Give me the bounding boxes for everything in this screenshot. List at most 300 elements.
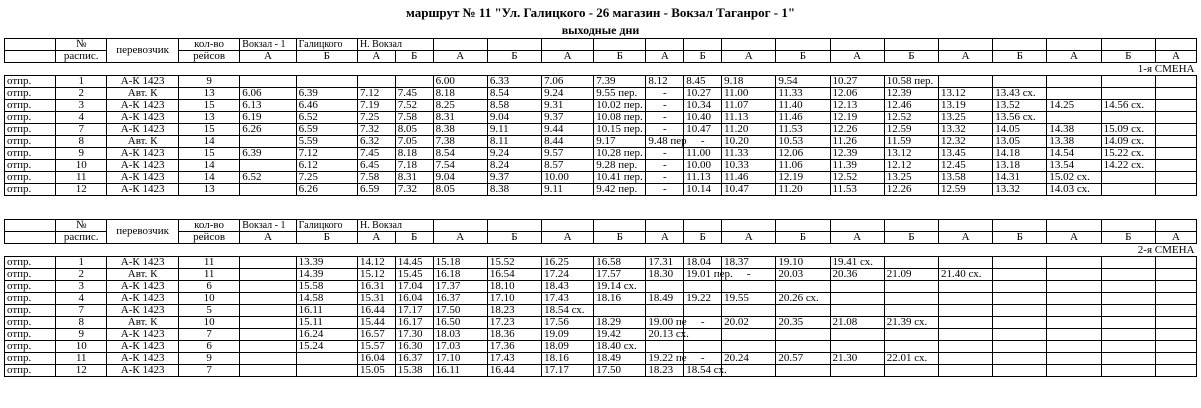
departure-time-cell: 9.54 — [776, 76, 830, 88]
departure-time-cell — [1155, 353, 1196, 365]
departure-time-cell: 11.40 — [776, 100, 830, 112]
header-trips-top: кол-во — [178, 39, 239, 51]
header-blank-cell — [487, 220, 541, 232]
trip-count: 10 — [178, 293, 239, 305]
departure-time-cell: 6.46 — [296, 100, 357, 112]
departure-time-cell — [1101, 112, 1155, 124]
departure-time-cell: 11.07 — [722, 100, 776, 112]
departure-time-cell: 19.22 пе — [646, 353, 684, 365]
departure-time-cell: 17.36 — [487, 341, 541, 353]
departure-time-cell — [395, 76, 433, 88]
header-letter-cell: Б — [776, 232, 830, 244]
departure-time-cell: - — [684, 317, 722, 329]
departure-time-cell — [1155, 317, 1196, 329]
departure-time-cell — [1155, 184, 1196, 196]
header-letter-cell: А — [830, 232, 884, 244]
header-letter-cell: А — [1047, 51, 1101, 63]
departure-time-cell: 9.28 пер. — [594, 160, 646, 172]
departure-time-cell: 13.32 — [938, 124, 992, 136]
header-stop-vokzal-1: Вокзал - 1 — [240, 220, 296, 232]
departure-time-cell: 16.44 — [487, 365, 541, 377]
header-letter-cell: Б — [684, 232, 722, 244]
header-letter-cell: А — [357, 232, 395, 244]
departure-time-cell: 8.44 — [542, 136, 594, 148]
departure-time-cell: 10.08 пер. — [594, 112, 646, 124]
header-carrier: перевозчик — [107, 39, 179, 63]
departure-time-cell — [1101, 257, 1155, 269]
header-carrier: перевозчик — [107, 220, 179, 244]
departure-time-cell: 18.36 — [487, 329, 541, 341]
departure-time-cell — [884, 257, 938, 269]
departure-time-cell: 9.37 — [487, 172, 541, 184]
trip-count: 11 — [178, 257, 239, 269]
departure-time-cell: 7.32 — [395, 184, 433, 196]
departure-time-cell: 13.25 — [884, 172, 938, 184]
departure-time-cell: 11.13 — [722, 112, 776, 124]
departure-time-cell: 11.20 — [722, 124, 776, 136]
header-blank-cell — [884, 39, 938, 51]
schedule-number: 9 — [56, 329, 107, 341]
shift-label: 1-я СМЕНА — [5, 63, 1197, 76]
departure-time-cell — [684, 341, 722, 353]
departure-time-cell — [830, 341, 884, 353]
row-label: отпр. — [5, 365, 56, 377]
departure-time-cell: 15.09 сх. — [1101, 124, 1155, 136]
departure-time-cell: 14.45 — [395, 257, 433, 269]
schedule-row — [5, 112, 1197, 124]
departure-time-cell: 16.25 — [542, 257, 594, 269]
header-blank-cell — [938, 39, 992, 51]
departure-time-cell: 10.34 — [684, 100, 722, 112]
departure-time-cell: 14.22 сх. — [1101, 160, 1155, 172]
departure-time-cell: 17.50 — [594, 365, 646, 377]
departure-time-cell: 18.43 — [542, 281, 594, 293]
departure-time-cell: - — [646, 172, 684, 184]
departure-time-cell — [1101, 317, 1155, 329]
header-blank-cell — [722, 39, 776, 51]
departure-time-cell — [1155, 341, 1196, 353]
departure-time-cell: 11.46 — [776, 112, 830, 124]
departure-time-cell — [240, 281, 296, 293]
header-row-top — [5, 220, 1197, 232]
header-blank-cell — [5, 39, 56, 51]
departure-time-cell — [1155, 136, 1196, 148]
header-num-top: № — [56, 39, 107, 51]
carrier-name: А-К 1423 — [107, 112, 179, 124]
departure-time-cell — [1047, 317, 1101, 329]
header-letter-cell: А — [1155, 232, 1196, 244]
row-label: отпр. — [5, 172, 56, 184]
departure-time-cell — [1047, 341, 1101, 353]
header-letter-cell: Б — [1101, 232, 1155, 244]
departure-time-cell: 20.57 — [776, 353, 830, 365]
header-letter-cell: А — [1047, 232, 1101, 244]
departure-time-cell — [1101, 329, 1155, 341]
schedule-row — [5, 281, 1197, 293]
departure-time-cell: 8.31 — [433, 112, 487, 124]
departure-time-cell: 6.59 — [296, 124, 357, 136]
departure-time-cell: - — [646, 124, 684, 136]
departure-time-cell — [884, 365, 938, 377]
departure-time-cell: 7.58 — [395, 112, 433, 124]
departure-time-cell: 15.31 — [357, 293, 395, 305]
departure-time-cell: 15.44 — [357, 317, 395, 329]
departure-time-cell: 16.30 — [395, 341, 433, 353]
header-letter-cell: Б — [993, 51, 1047, 63]
trip-count: 10 — [178, 317, 239, 329]
header-blank-cell — [542, 220, 594, 232]
departure-time-cell: 10.40 — [684, 112, 722, 124]
departure-time-cell: 9.11 — [542, 184, 594, 196]
schedule-row — [5, 365, 1197, 377]
departure-time-cell: 10.27 — [684, 88, 722, 100]
carrier-name: А-К 1423 — [107, 305, 179, 317]
header-letter-cell: Б — [296, 51, 357, 63]
departure-time-cell: 18.49 — [594, 353, 646, 365]
departure-time-cell: - — [684, 136, 722, 148]
departure-time-cell: - — [646, 160, 684, 172]
departure-time-cell: 10.15 пер. — [594, 124, 646, 136]
departure-time-cell: 21.08 — [830, 317, 884, 329]
departure-time-cell: 7.19 — [357, 100, 395, 112]
header-num-top: № — [56, 220, 107, 232]
departure-time-cell: 6.45 — [357, 160, 395, 172]
departure-time-cell — [938, 317, 992, 329]
schedule-number: 10 — [56, 341, 107, 353]
departure-time-cell: - — [646, 88, 684, 100]
header-stop-n-vokzal: Н. Вокзал — [357, 220, 433, 232]
page-subtitle: выходные дни — [561, 23, 640, 37]
row-label: отпр. — [5, 148, 56, 160]
departure-time-cell: 17.37 — [433, 281, 487, 293]
departure-time-cell: 16.58 — [594, 257, 646, 269]
schedule-number: 2 — [56, 88, 107, 100]
header-blank-cell — [776, 220, 830, 232]
departure-time-cell — [938, 76, 992, 88]
departure-time-cell — [938, 353, 992, 365]
departure-time-cell — [993, 341, 1047, 353]
carrier-name: Авт. К — [107, 317, 179, 329]
departure-time-cell — [1101, 88, 1155, 100]
departure-time-cell: 8.58 — [487, 100, 541, 112]
departure-time-cell: 12.52 — [884, 112, 938, 124]
schedule-number: 4 — [56, 112, 107, 124]
departure-time-cell: 9.18 — [722, 76, 776, 88]
trip-count: 7 — [178, 365, 239, 377]
departure-time-cell: 10.27 — [830, 76, 884, 88]
departure-time-cell: 18.54 сх. — [684, 365, 722, 377]
departure-time-cell: 19.22 — [684, 293, 722, 305]
departure-time-cell: 12.19 — [776, 172, 830, 184]
header-blank-cell — [646, 220, 684, 232]
departure-time-cell: - — [722, 269, 776, 281]
departure-time-cell: 17.03 — [433, 341, 487, 353]
trip-count: 13 — [178, 112, 239, 124]
departure-time-cell: 8.25 — [433, 100, 487, 112]
departure-time-cell — [1101, 353, 1155, 365]
departure-time-cell: 9.04 — [433, 172, 487, 184]
departure-time-cell — [993, 293, 1047, 305]
departure-time-cell: 15.24 — [296, 341, 357, 353]
departure-time-cell: 10.00 — [542, 172, 594, 184]
header-blank-cell — [993, 220, 1047, 232]
departure-time-cell: 14.09 сх. — [1101, 136, 1155, 148]
departure-time-cell — [1155, 172, 1196, 184]
header-letter-cell: А — [938, 232, 992, 244]
departure-time-cell: 8.31 — [395, 172, 433, 184]
departure-time-cell: 16.37 — [395, 353, 433, 365]
departure-time-cell — [1047, 88, 1101, 100]
departure-time-cell: 18.03 — [433, 329, 487, 341]
departure-time-cell: 10.20 — [722, 136, 776, 148]
departure-time-cell: 12.39 — [884, 88, 938, 100]
header-letter-cell: А — [433, 232, 487, 244]
departure-time-cell: 14.31 — [993, 172, 1047, 184]
departure-time-cell — [776, 305, 830, 317]
carrier-name: А-К 1423 — [107, 76, 179, 88]
departure-time-cell: 17.30 — [395, 329, 433, 341]
departure-time-cell — [1101, 184, 1155, 196]
schedule-row — [5, 269, 1197, 281]
trip-count: 6 — [178, 341, 239, 353]
header-blank-cell — [1047, 220, 1101, 232]
departure-time-cell — [296, 353, 357, 365]
departure-time-cell — [1155, 329, 1196, 341]
departure-time-cell: 6.26 — [240, 124, 296, 136]
departure-time-cell: 15.52 — [487, 257, 541, 269]
departure-time-cell: 6.33 — [487, 76, 541, 88]
departure-time-cell: 11.00 — [684, 148, 722, 160]
header-blank-cell — [830, 220, 884, 232]
schedule-row — [5, 160, 1197, 172]
departure-time-cell: 18.16 — [594, 293, 646, 305]
departure-time-cell — [240, 136, 296, 148]
departure-time-cell — [884, 281, 938, 293]
departure-time-cell: 15.45 — [395, 269, 433, 281]
header-blank-cell — [684, 220, 722, 232]
carrier-name: А-К 1423 — [107, 365, 179, 377]
departure-time-cell: 12.26 — [884, 184, 938, 196]
departure-time-cell: 11.06 — [776, 160, 830, 172]
departure-time-cell — [776, 329, 830, 341]
departure-time-cell: 9.44 — [542, 124, 594, 136]
schedule-table-shift-1 — [4, 38, 1197, 196]
header-stop-n-vokzal: Н. Вокзал — [357, 39, 433, 51]
header-letter-cell: Б — [395, 51, 433, 63]
carrier-name: А-К 1423 — [107, 124, 179, 136]
departure-time-cell: 14.56 сх. — [1101, 100, 1155, 112]
trip-count: 14 — [178, 172, 239, 184]
schedule-number: 11 — [56, 172, 107, 184]
header-stop-galitskogo: Галицкого — [296, 220, 357, 232]
schedule-row — [5, 305, 1197, 317]
departure-time-cell — [993, 281, 1047, 293]
departure-time-cell: 13.12 — [938, 88, 992, 100]
departure-time-cell — [1047, 305, 1101, 317]
header-blank-cell — [5, 220, 56, 232]
header-letter-cell: Б — [1101, 51, 1155, 63]
departure-time-cell — [830, 305, 884, 317]
departure-time-cell — [884, 329, 938, 341]
header-letter-cell: Б — [487, 51, 541, 63]
departure-time-cell: 9.24 — [487, 148, 541, 160]
departure-time-cell: 16.18 — [433, 269, 487, 281]
departure-time-cell: 13.56 сх. — [993, 112, 1047, 124]
departure-time-cell: 11.00 — [722, 88, 776, 100]
header-letter-cell: А — [938, 51, 992, 63]
departure-time-cell: 16.57 — [357, 329, 395, 341]
schedule-number: 8 — [56, 317, 107, 329]
departure-time-cell: 13.38 — [1047, 136, 1101, 148]
departure-time-cell: 20.02 — [722, 317, 776, 329]
departure-time-cell — [1101, 365, 1155, 377]
header-trips-bottom: рейсов — [178, 51, 239, 63]
departure-time-cell: 12.13 — [830, 100, 884, 112]
departure-time-cell — [646, 281, 684, 293]
departure-time-cell — [1101, 172, 1155, 184]
departure-time-cell: 13.18 — [993, 160, 1047, 172]
carrier-name: А-К 1423 — [107, 100, 179, 112]
schedule-number: 1 — [56, 257, 107, 269]
departure-time-cell — [646, 305, 684, 317]
header-letter-cell: А — [240, 51, 296, 63]
departure-time-cell: 13.25 — [938, 112, 992, 124]
departure-time-cell: 7.25 — [357, 112, 395, 124]
row-label: отпр. — [5, 269, 56, 281]
departure-time-cell: 7.45 — [357, 148, 395, 160]
schedule-number: 3 — [56, 281, 107, 293]
departure-time-cell: 7.45 — [395, 88, 433, 100]
row-label: отпр. — [5, 257, 56, 269]
departure-time-cell: 15.22 сх. — [1101, 148, 1155, 160]
departure-time-cell: 13.05 — [993, 136, 1047, 148]
departure-time-cell — [1155, 112, 1196, 124]
departure-time-cell: 8.45 — [684, 76, 722, 88]
departure-time-cell — [1101, 269, 1155, 281]
departure-time-cell — [1047, 76, 1101, 88]
departure-time-cell — [830, 365, 884, 377]
departure-time-cell — [684, 305, 722, 317]
row-label: отпр. — [5, 160, 56, 172]
departure-time-cell — [938, 365, 992, 377]
schedule-number: 9 — [56, 148, 107, 160]
header-letter-cell: А — [722, 232, 776, 244]
departure-time-cell: 8.18 — [395, 148, 433, 160]
header-stop-galitskogo: Галицкого — [296, 39, 357, 51]
departure-time-cell: - — [684, 353, 722, 365]
departure-time-cell — [1155, 293, 1196, 305]
departure-time-cell: 20.03 — [776, 269, 830, 281]
carrier-name: А-К 1423 — [107, 353, 179, 365]
header-blank-cell — [830, 39, 884, 51]
departure-time-cell: 6.52 — [240, 172, 296, 184]
schedule-number: 2 — [56, 269, 107, 281]
departure-time-cell — [993, 305, 1047, 317]
departure-time-cell — [240, 329, 296, 341]
departure-time-cell — [240, 305, 296, 317]
departure-time-cell: 18.49 — [646, 293, 684, 305]
departure-time-cell: 7.38 — [433, 136, 487, 148]
schedule-number: 3 — [56, 100, 107, 112]
header-stop-vokzal-1: Вокзал - 1 — [240, 39, 296, 51]
header-blank-cell — [1101, 220, 1155, 232]
departure-time-cell: 7.18 — [395, 160, 433, 172]
header-letter-cell: Б — [884, 51, 938, 63]
trip-count: 15 — [178, 100, 239, 112]
row-label: отпр. — [5, 281, 56, 293]
departure-time-cell: 21.09 — [884, 269, 938, 281]
row-label: отпр. — [5, 112, 56, 124]
departure-time-cell: 18.10 — [487, 281, 541, 293]
departure-time-cell: 14.39 — [296, 269, 357, 281]
schedule-row — [5, 184, 1197, 196]
departure-time-cell — [1155, 160, 1196, 172]
departure-time-cell: 7.39 — [594, 76, 646, 88]
schedule-row — [5, 293, 1197, 305]
departure-time-cell — [684, 329, 722, 341]
row-label: отпр. — [5, 88, 56, 100]
departure-time-cell: 17.43 — [487, 353, 541, 365]
departure-time-cell: 15.57 — [357, 341, 395, 353]
departure-time-cell — [884, 293, 938, 305]
header-letter-cell: Б — [296, 232, 357, 244]
departure-time-cell: 7.52 — [395, 100, 433, 112]
departure-time-cell: 12.32 — [938, 136, 992, 148]
departure-time-cell — [1101, 305, 1155, 317]
departure-time-cell: 10.41 пер. — [594, 172, 646, 184]
departure-time-cell: 19.00 пе — [646, 317, 684, 329]
departure-time-cell: 14.25 — [1047, 100, 1101, 112]
shift-label-row — [5, 244, 1197, 257]
departure-time-cell: 12.39 — [830, 148, 884, 160]
carrier-name: А-К 1423 — [107, 184, 179, 196]
departure-time-cell — [357, 76, 395, 88]
header-letter-cell: А — [646, 232, 684, 244]
departure-time-cell: 13.43 сх. — [993, 88, 1047, 100]
departure-time-cell: 6.00 — [433, 76, 487, 88]
departure-time-cell: 7.06 — [542, 76, 594, 88]
departure-time-cell — [240, 160, 296, 172]
departure-time-cell: 10.33 — [722, 160, 776, 172]
departure-time-cell: 6.59 — [357, 184, 395, 196]
schedule-row — [5, 317, 1197, 329]
departure-time-cell — [646, 341, 684, 353]
header-letter-cell: А — [646, 51, 684, 63]
header-letter-cell: А — [722, 51, 776, 63]
departure-time-cell — [830, 281, 884, 293]
departure-time-cell: 7.12 — [357, 88, 395, 100]
departure-time-cell — [722, 341, 776, 353]
carrier-name: А-К 1423 — [107, 148, 179, 160]
trip-count: 5 — [178, 305, 239, 317]
departure-time-cell: 8.54 — [433, 148, 487, 160]
header-row-bottom — [5, 232, 1197, 244]
schedule-number: 4 — [56, 293, 107, 305]
page-title: маршрут № 11 "Ул. Галицкого - 26 магазин - Вокзал Таганрог - 1" — [405, 5, 796, 20]
header-letter-cell: Б — [395, 232, 433, 244]
departure-time-cell: 7.05 — [395, 136, 433, 148]
departure-time-cell: 11.13 — [684, 172, 722, 184]
departure-time-cell — [1155, 76, 1196, 88]
departure-time-cell: 15.12 — [357, 269, 395, 281]
departure-time-cell: 10.58 пер. — [884, 76, 938, 88]
departure-time-cell: 10.47 — [722, 184, 776, 196]
schedule-number: 12 — [56, 184, 107, 196]
departure-time-cell: 18.23 — [646, 365, 684, 377]
row-label: отпр. — [5, 100, 56, 112]
departure-time-cell — [993, 365, 1047, 377]
departure-time-cell: 20.26 сх. — [776, 293, 830, 305]
